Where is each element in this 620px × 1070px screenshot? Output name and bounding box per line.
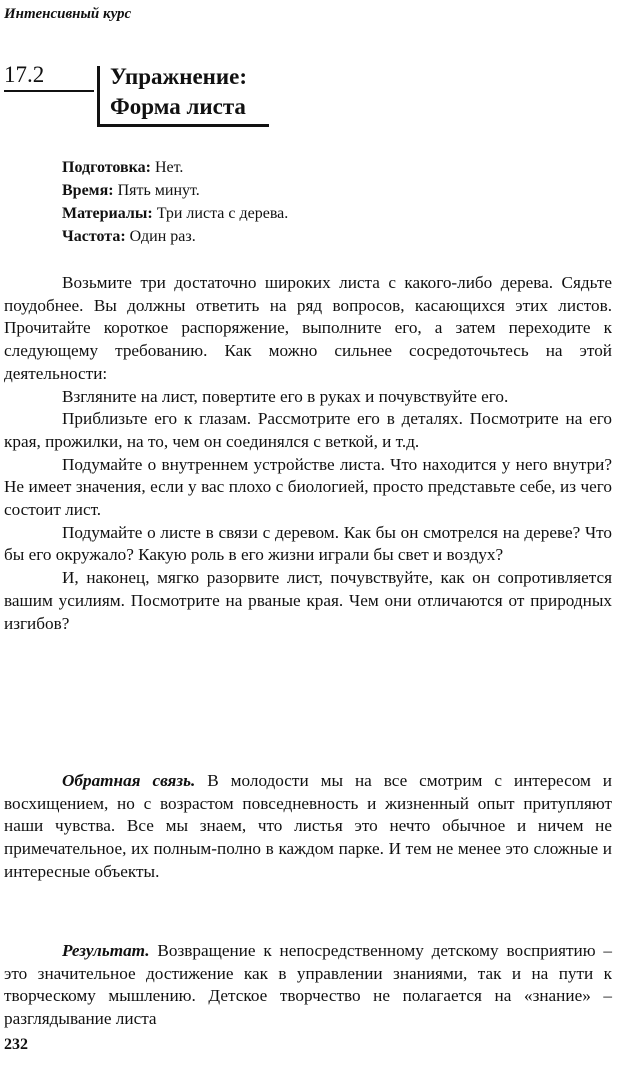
meta-prep-label: Подготовка: (62, 159, 151, 176)
instruction-paragraph: Подумайте о листе в связи с деревом. Как бы он смотрелся на дереве? Что бы его окружало? Какую роль в его жизни играли бы свет и воздух? (4, 522, 612, 565)
instruction-paragraph: Приблизьте его к глазам. Рассмотрите его в деталях. Посмотрите на его края, прожилки, на то, чем он соединялся с веткой, и т.д. (4, 409, 612, 451)
meta-prep-value: Нет. (150, 159, 184, 176)
section-title-line1: Упражнение: (110, 64, 248, 89)
meta-freq-label: Частота: (62, 228, 126, 245)
meta-freq-value: Один раз. (125, 228, 196, 245)
feedback-paragraph (4, 770, 612, 884)
meta-time (62, 179, 288, 202)
meta-materials-label: Материалы: (62, 205, 153, 222)
exercise-meta (62, 156, 288, 248)
meta-preparation (62, 156, 288, 179)
section-number: 17.2 (4, 62, 94, 92)
result-label: Результат. (62, 941, 150, 960)
result-block (4, 940, 612, 1031)
section-heading (4, 62, 304, 128)
meta-frequency (62, 225, 288, 248)
heading-vertical-rule (97, 66, 100, 124)
instruction-paragraph: И, наконец, мягко разорвите лист, почувствуйте, как он сопротивляется вашим усилиям. Посмотрите на рваные края. Чем они отличаются от природных изгибов? (4, 568, 612, 633)
instruction-paragraph: Взгляните на лист, повертите его в руках и почувствуйте его. (62, 386, 509, 406)
section-title-line2: Форма листа (110, 94, 246, 119)
instruction-paragraph: Возьмите три достаточно широких листа с какого-либо дерева. Сядьте поудобнее. Вы должны ответить на ряд вопросов, касающихся этих листов. Прочитайте короткое распоряжение, выполните его, а затем переходите к следующему требованию. Как можно сильнее сосредоточьтесь на этой деятельности: (4, 273, 612, 383)
meta-time-label: Время: (62, 182, 114, 199)
feedback-text: В молодости мы на все смотрим с интересом и восхищением, но с возрастом повседневность и жизненный опыт притупляют наши чувства. Все мы знаем, что листья это нечто обычное и ничем не примечательное, их полным-полно в каждом парке. И тем не менее это сложные и интересные объекты. (4, 771, 612, 881)
meta-materials-value: Три листа с дерева. (152, 205, 289, 222)
meta-materials (62, 202, 288, 225)
instruction-paragraph: Подумайте о внутреннем устройстве листа. Что находится у него внутри? Не имеет значения, если у вас плохо с биологией, просто представьте себе, из чего состоит лист. (4, 454, 612, 520)
heading-horizontal-rule (97, 124, 269, 127)
result-text: Возвращение к непосредственному детскому восприятию – это значительное достижение как в управлении знаниями, так и на пути к творческому мышлению. Детское творчество не полагается на «знание» – разглядывание листа (4, 941, 612, 1029)
result-paragraph (4, 940, 612, 1031)
meta-time-value: Пять минут. (113, 182, 200, 199)
running-head: Интенсивный курс (4, 6, 132, 22)
feedback-label: Обратная связь. (62, 771, 196, 790)
section-title (110, 62, 247, 122)
instructions-block (4, 272, 612, 635)
page-number: 232 (4, 1036, 28, 1053)
feedback-block (4, 770, 612, 884)
